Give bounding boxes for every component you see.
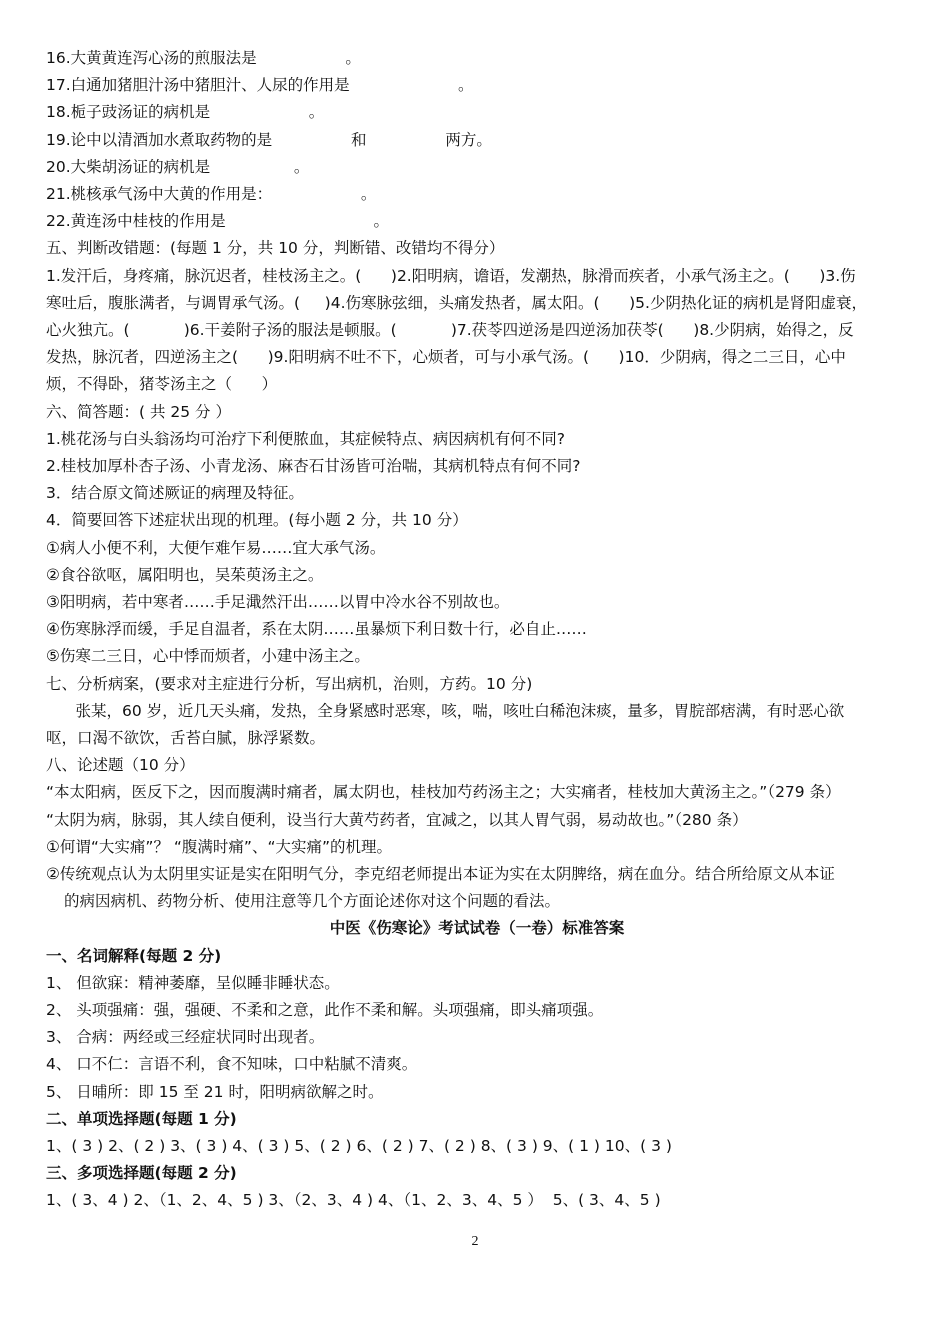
text-line-17: 3．结合原文简述厥证的病理及特征。: [46, 484, 304, 503]
text-line-27: 八、论述题（10 分）: [46, 756, 195, 775]
text-line-7: 22.黄连汤中桂枝的作用是 。: [46, 212, 389, 231]
text-line-1: 16.大黄黄连泻心汤的煎服法是 。: [46, 49, 361, 67]
text-line-30: ①何谓“大实痛”？ “腹满时痛”、“大实痛”的机理。: [46, 837, 393, 856]
text-line-31: ②传统观点认为太阴里实证是实在阳明气分，李克绍老师提出本证为实在太阴脾络，病在血分。结合所给原文从本证: [46, 865, 835, 883]
text-line-32: 的病因病机、药物分析、使用注意等几个方面论述你对这个问题的看法。: [64, 892, 561, 911]
text-line-29: “太阴为病，脉弱，其人续自便利，设当行大黄芍药者，宜减之，以其人胃气弱，易动故也。”（280 条）: [46, 810, 748, 829]
text-line-2: 17.白通加猪胆汁汤中猪胆汁、人尿的作用是 。: [46, 76, 474, 95]
text-line-35: 1、 但欲寐：精神萎靡，呈似睡非睡状态。: [46, 973, 340, 992]
text-line-14: 六、简答题：( 共 25 分 ）: [46, 402, 231, 421]
text-line-25: 张某，60 岁，近几天头痛，发热，全身紧感时恶寒，咳，喘，咳吐白稀泡沫痰，量多，胃脘部痞满，有时恶心欲: [46, 701, 845, 720]
text-line-10: 寒吐后，腹胀满者，与调胃承气汤。( )4.伤寒脉弦细，头痛发热者，属太阳。( )5.少阴热化证的病机是肾阳虚衰，: [46, 293, 867, 312]
text-line-40: 二、单项选择题(每题 1 分): [46, 1109, 237, 1128]
text-line-33: 中医《伤寒论》考试试卷（一卷）标准答案: [329, 919, 625, 938]
text-line-36: 2、 头项强痛：强，强硬、不柔和之意，此作不柔和解。头项强痛，即头痛项强。: [46, 1001, 604, 1019]
text-line-42: 三、多项选择题(每题 2 分): [46, 1164, 237, 1183]
text-line-24: 七、分析病案，(要求对主症进行分析，写出病机，治则，方药。10 分): [46, 674, 533, 693]
text-line-26: 呕，口渴不欲饮，舌苔白腻，脉浮紧数。: [46, 729, 326, 747]
text-line-22: ④伤寒脉浮而缓，手足自温者，系在太阴……虽暴烦下利日数十行，必自止……: [46, 620, 587, 639]
text-line-3: 18.栀子豉汤证的病机是 。: [46, 103, 325, 122]
text-line-20: ②食谷欲呕，属阳明也，吴茱萸汤主之。: [46, 565, 324, 584]
text-line-43: 1、( 3、4 ) 2、（1、2、4、5 ) 3、（2、3、4 ) 4、（1、2、3、4、5 ） 5、( 3、4、5 ): [46, 1191, 661, 1210]
text-line-13: 烦，不得卧，猪苓汤主之（ ）: [46, 375, 278, 394]
text-line-21: ③阳明病，若中寒者……手足濈然汗出……以胃中冷水谷不别故也。: [46, 593, 510, 611]
text-line-16: 2.桂枝加厚朴杏子汤、小青龙汤、麻杏石甘汤皆可治喘，其病机特点有何不同?: [46, 457, 581, 475]
text-line-19: ①病人小便不利，大便乍难乍易……宜大承气汤。: [46, 538, 386, 557]
text-line-41: 1、( 3 ) 2、( 2 ) 3、( 3 ) 4、( 3 ) 5、( 2 ) 6、( 2 ) 7、( 2 ) 8、( 3 ) 9、( 1 ) 10、( 3 ): [46, 1137, 672, 1155]
text-line-9: 1.发汗后，身疼痛，脉沉迟者，桂枝汤主之。( )2.阳明病，谵语，发潮热，脉滑而疾者，小承气汤主之。( )3.伤: [46, 266, 856, 285]
page-number: 2: [471, 1234, 479, 1249]
text-line-5: 20.大柴胡汤证的病机是 。: [46, 157, 310, 176]
text-line-18: 4．简要回答下述症状出现的机理。(每小题 2 分，共 10 分）: [46, 511, 468, 530]
text-line-4: 19.论中以清酒加水煮取药物的是 和 两方。: [46, 130, 492, 149]
text-line-11: 心火独亢。( )6.干姜附子汤的服法是顿服。( )7.茯苓四逆汤是四逆汤加茯苓( )8.少阴病，始得之，反: [46, 321, 854, 339]
text-line-23: ⑤伤寒二三日，心中悸而烦者，小建中汤主之。: [46, 647, 370, 666]
text-line-34: 一、名词解释(每题 2 分): [46, 946, 222, 965]
text-line-38: 4、 口不仁：言语不利，食不知味，口中粘腻不清爽。: [46, 1055, 418, 1074]
text-line-12: 发热，脉沉者，四逆汤主之( )9.阳明病不吐不下，心烦者，可与小承气汤。( )10．少阴病，得之二三日，心中: [46, 348, 846, 367]
text-line-37: 3、 合病：两经或三经症状同时出现者。: [46, 1028, 325, 1047]
text-line-8: 五、判断改错题：(每题 1 分，共 10 分，判断错、改错均不得分）: [46, 239, 505, 258]
text-line-6: 21.桃核承气汤中大黄的作用是： 。: [46, 185, 377, 203]
text-line-39: 5、 日晡所：即 15 至 21 时，阳明病欲解之时。: [46, 1082, 384, 1101]
text-line-15: 1.桃花汤与白头翁汤均可治疗下利便脓血，其症候特点、病因病机有何不同?: [46, 429, 566, 448]
text-line-28: “本太阳病，医反下之，因而腹满时痛者，属太阴也，桂枝加芍药汤主之；大实痛者，桂枝加大黄汤主之。”（279 条）: [46, 783, 841, 802]
